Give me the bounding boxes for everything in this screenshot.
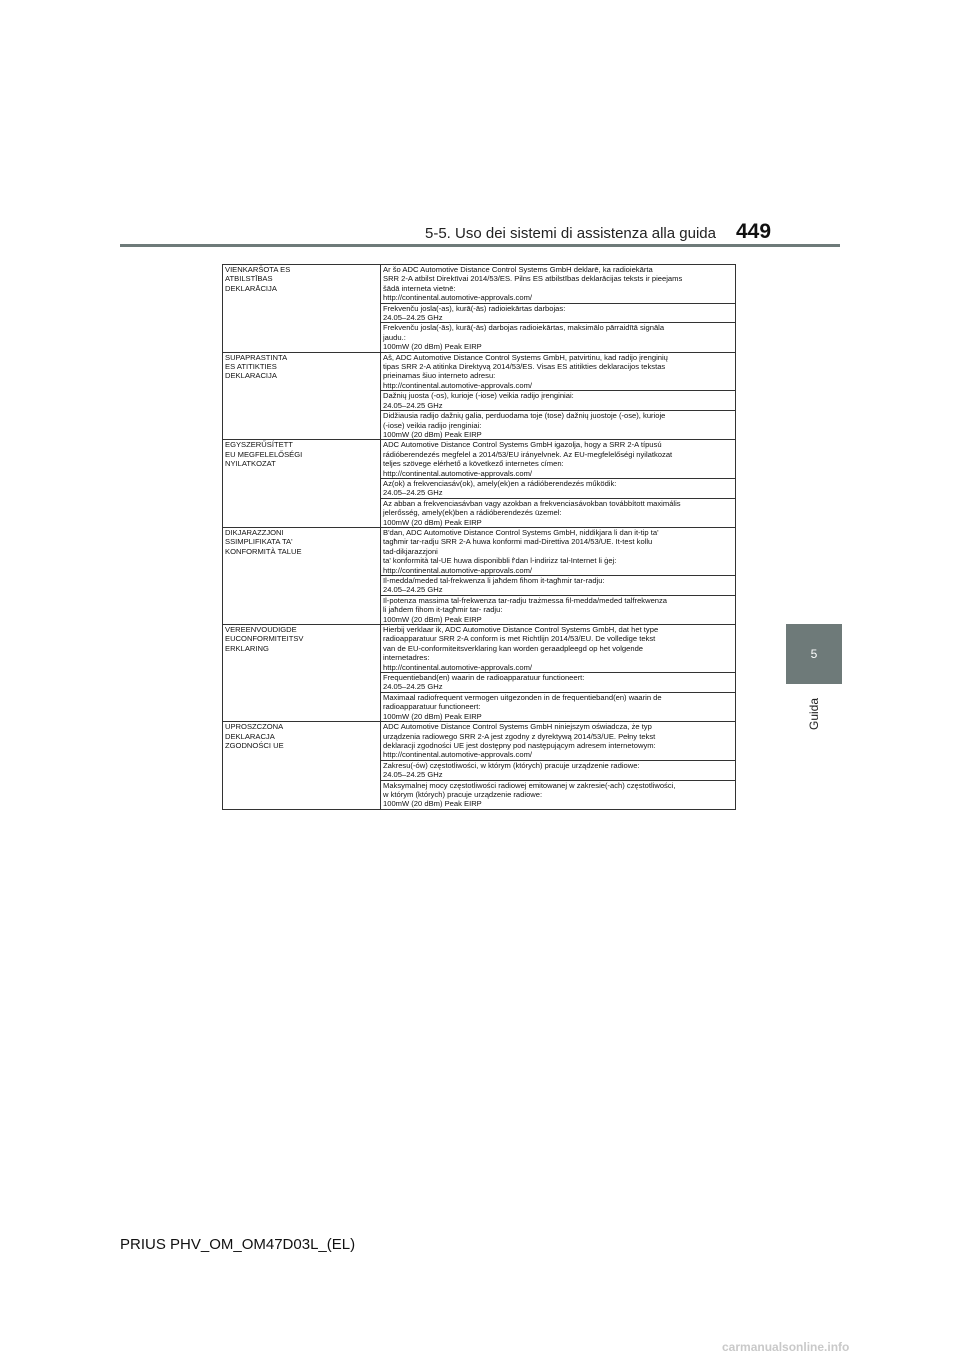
declaration-cell (381, 323, 736, 352)
declaration-line: jelerősség, amely(ek)ben a rádióberendezés üzemel: (383, 508, 562, 518)
declaration-line: tagħmir tar-radju SRR 2-A huwa konformi mad-Direttiva 2014/53/UE. It-test kollu (383, 537, 653, 547)
declaration-line: 100mW (20 dBm) Peak EIRP (383, 517, 482, 527)
declaration-line: Didžiausia radijo dažnių galia, perduodama toje (tose) dažnių juostoje (-ose), kurioje (383, 411, 666, 421)
declaration-cell (381, 440, 736, 479)
declaration-line: http://continental.automotive-approvals.com/ (383, 380, 533, 390)
language-heading-line: VIENKARŠOTA ES (225, 265, 291, 274)
declaration-cell (381, 625, 736, 673)
declaration-line: tipas SRR 2-A atitinka Direktyvą 2014/53/ES. Visas ES atitikties deklaracijos tekstas (383, 362, 666, 372)
language-heading-line: ES ATITIKTIES (225, 362, 277, 372)
document-id: PRIUS PHV_OM_OM47D03L_(EL) (120, 1236, 356, 1253)
chapter-label-wrap (786, 690, 842, 730)
declaration-line: Az abban a frekvenciasávban vagy azokban a frekvenciasávokban továbbított maximális (383, 498, 681, 508)
declaration-line: w którym (których) pracuje urządzenie radiowe: (383, 789, 543, 799)
language-heading-line: EU MEGFELELŐSÉGI (225, 449, 303, 459)
declaration-line: jaudu.: (383, 332, 406, 342)
declaration-cell (381, 352, 736, 391)
table-row (223, 352, 736, 391)
language-heading-line: VEREENVOUDIGDE (225, 625, 297, 635)
declaration-line: rádióberendezés megfelel a 2014/53/EU irányelvnek. Az EU-megfelelőségi nyilatkozat (383, 449, 673, 459)
language-heading-line: DEKLARACIJA (225, 371, 277, 381)
declaration-line: Frequentieband(en) waarin de radioapparatuur functioneert: (383, 673, 585, 683)
language-heading-line: EUCONFORMITEITSV (225, 634, 304, 644)
declaration-cell (381, 478, 736, 498)
declaration-line: radioapparatuur SRR 2-A conform is met Richtlijn 2014/53/EU. De volledige tekst (383, 634, 656, 644)
declaration-line: urządzenia radiowego SRR 2-A jest zgodny z dyrektywą 2014/53/UE. Pełny tekst (383, 731, 656, 741)
language-heading (223, 722, 381, 810)
language-heading-line: DEKLARĀCIJA (225, 283, 277, 293)
declaration-cell (381, 411, 736, 440)
declaration-line: prieinamas šiuo interneto adresu: (383, 371, 496, 381)
declaration-line: http://continental.automotive-approvals.com/ (383, 293, 533, 303)
language-heading-line: DEKLARACJA (225, 731, 275, 741)
declaration-line: 24.05–24.25 GHz (383, 313, 443, 323)
language-heading-line: UPROSZCZONA (225, 722, 284, 732)
language-heading-line: DIKJARAZZJONI (225, 527, 284, 537)
declaration-cell (381, 595, 736, 624)
table-row (223, 527, 736, 575)
declaration-line: internetadres: (383, 653, 430, 663)
language-heading-line: ERKLARING (225, 643, 269, 653)
declaration-cell (381, 692, 736, 721)
declaration-line: Az(ok) a frekvenciasáv(ok), amely(ek)en a rádióberendezés működik: (383, 478, 617, 488)
declaration-line: tad-dikjarazzjoni (383, 546, 438, 556)
table-row (223, 722, 736, 761)
declaration-line: 24.05–24.25 GHz (383, 585, 443, 595)
declaration-line: 24.05–24.25 GHz (383, 682, 443, 692)
declaration-table (222, 264, 736, 810)
declaration-line: http://continental.automotive-approvals.com/ (383, 662, 533, 672)
declaration-line: teljes szövege elérhető a következő internetes címen: (383, 459, 564, 469)
declaration-line: Dažnių juosta (-os), kurioje (-iose) veikia radijo įrenginiai: (383, 391, 574, 401)
declaration-line: SRR 2-A atbilst Direktīvai 2014/53/ES. Pilns ES atbilstības deklarācijas teksts ir pieejams (383, 274, 683, 284)
language-heading (223, 625, 381, 722)
declaration-line: Il-potenza massima tal-frekwenza tar-radju trażmessa fil-medda/meded talfrekwenza (383, 595, 668, 605)
declaration-cell (381, 498, 736, 527)
header-section-title: 5-5. Uso dei sistemi di assistenza alla guida (425, 225, 716, 242)
declaration-line: Ar šo ADC Automotive Distance Control Systems GmbH deklarē, ka radioiekārta (383, 265, 653, 274)
declaration-cell (381, 265, 736, 304)
declaration-line: 100mW (20 dBm) Peak EIRP (383, 614, 482, 624)
declaration-line: Aš, ADC Automotive Distance Control Systems GmbH, patvirtinu, kad radijo įrenginių (383, 352, 668, 362)
language-heading (223, 527, 381, 624)
declaration-cell (381, 673, 736, 693)
language-heading-line: NYILATKOZAT (225, 459, 276, 469)
declaration-line: http://continental.automotive-approvals.com/ (383, 565, 533, 575)
table-row (223, 625, 736, 673)
declaration-cell (381, 527, 736, 575)
declaration-line: van de EU-conformiteitsverklaring kan worden geraadpleegd op het volgende (383, 643, 644, 653)
declaration-line: ADC Automotive Distance Control Systems GmbH igazolja, hogy a SRR 2-A típusú (383, 440, 662, 450)
declaration-line: B'dan, ADC Automotive Distance Control Systems GmbH, niddikjara li dan it-tip ta' (383, 527, 659, 537)
declaration-line: Maksymalnej mocy częstotliwości radiowej emitowanej w zakresie(-ach) częstotliwości, (383, 780, 676, 790)
language-heading-line: KONFORMITÀ TALUE (225, 546, 302, 556)
declaration-line: 24.05–24.25 GHz (383, 400, 443, 410)
table-row (223, 265, 736, 304)
language-heading (223, 352, 381, 440)
declaration-line: Zakresu(-ów) częstotliwości, w którym (których) pracuje urządzenie radiowe: (383, 760, 640, 770)
declaration-line: Hierbij verklaar ik, ADC Automotive Distance Control Systems GmbH, dat het type (383, 625, 659, 635)
declaration-line: Il-medda/meded tal-frekwenza li jaħdem fihom it-tagħmir tar-radju: (383, 576, 605, 585)
declaration-line: 100mW (20 dBm) Peak EIRP (383, 799, 482, 809)
declaration-cell (381, 780, 736, 809)
declaration-line: deklaracji zgodności UE jest dostępny pod następującym adresem internetowym: (383, 740, 656, 750)
declaration-line: http://continental.automotive-approvals.com/ (383, 750, 533, 760)
language-heading-line: SSIMPLIFIKATA TA' (225, 537, 293, 547)
header-rule (120, 244, 840, 247)
declaration-cell (381, 303, 736, 323)
language-heading (223, 265, 381, 353)
language-heading-line: ZGODNOŚCI UE (225, 740, 284, 750)
declaration-line: Maximaal radiofrequent vermogen uitgezonden in de frequentieband(en) waarin de (383, 692, 662, 702)
declaration-cell (381, 391, 736, 411)
language-heading-line: EGYSZERŰSÍTETT (225, 440, 293, 450)
declaration-line: http://continental.automotive-approvals.com/ (383, 468, 533, 478)
watermark: carmanualsonline.info (722, 1340, 850, 1354)
declaration-line: 24.05–24.25 GHz (383, 488, 443, 498)
declaration-line: ADC Automotive Distance Control Systems GmbH niniejszym oświadcza, że typ (383, 722, 652, 732)
declaration-line: 100mW (20 dBm) Peak EIRP (383, 342, 482, 352)
declaration-line: radioapparatuur functioneert: (383, 702, 481, 712)
page-number: 449 (736, 220, 772, 243)
declaration-line: 100mW (20 dBm) Peak EIRP (383, 711, 482, 721)
declaration-cell (381, 576, 736, 596)
language-heading (223, 440, 381, 528)
declaration-line: Frekvenču josla(-ās), kurā(-ās) darbojas radioiekārtas, maksimālo pārraidītā signāla (383, 323, 665, 333)
declaration-line: li jaħdem fihom it-tagħmir tar- radju: (383, 605, 503, 615)
declaration-line: ta' konformità tal-UE huwa disponibbli f'dan l-indirizz tal-Internet li ġej: (383, 556, 617, 566)
declaration-line: 100mW (20 dBm) Peak EIRP (383, 429, 482, 439)
chapter-tab-number: 5 (810, 647, 818, 661)
declaration-cell (381, 722, 736, 761)
declaration-line: 24.05–24.25 GHz (383, 770, 443, 780)
declaration-cell (381, 760, 736, 780)
table-row (223, 440, 736, 479)
chapter-tab[interactable] (786, 624, 842, 684)
chapter-label: Guida (807, 697, 821, 730)
declaration-line: Frekvenču josla(-as), kurā(-ās) radioiekārtas darbojas: (383, 303, 566, 313)
declaration-line: (-iose) veikia radijo įrenginiai: (383, 420, 482, 430)
language-heading-line: ATBILSTĪBAS (225, 274, 273, 284)
language-heading-line: SUPAPRASTINTA (225, 352, 288, 362)
declaration-line: šādā interneta vietnē: (383, 283, 456, 293)
